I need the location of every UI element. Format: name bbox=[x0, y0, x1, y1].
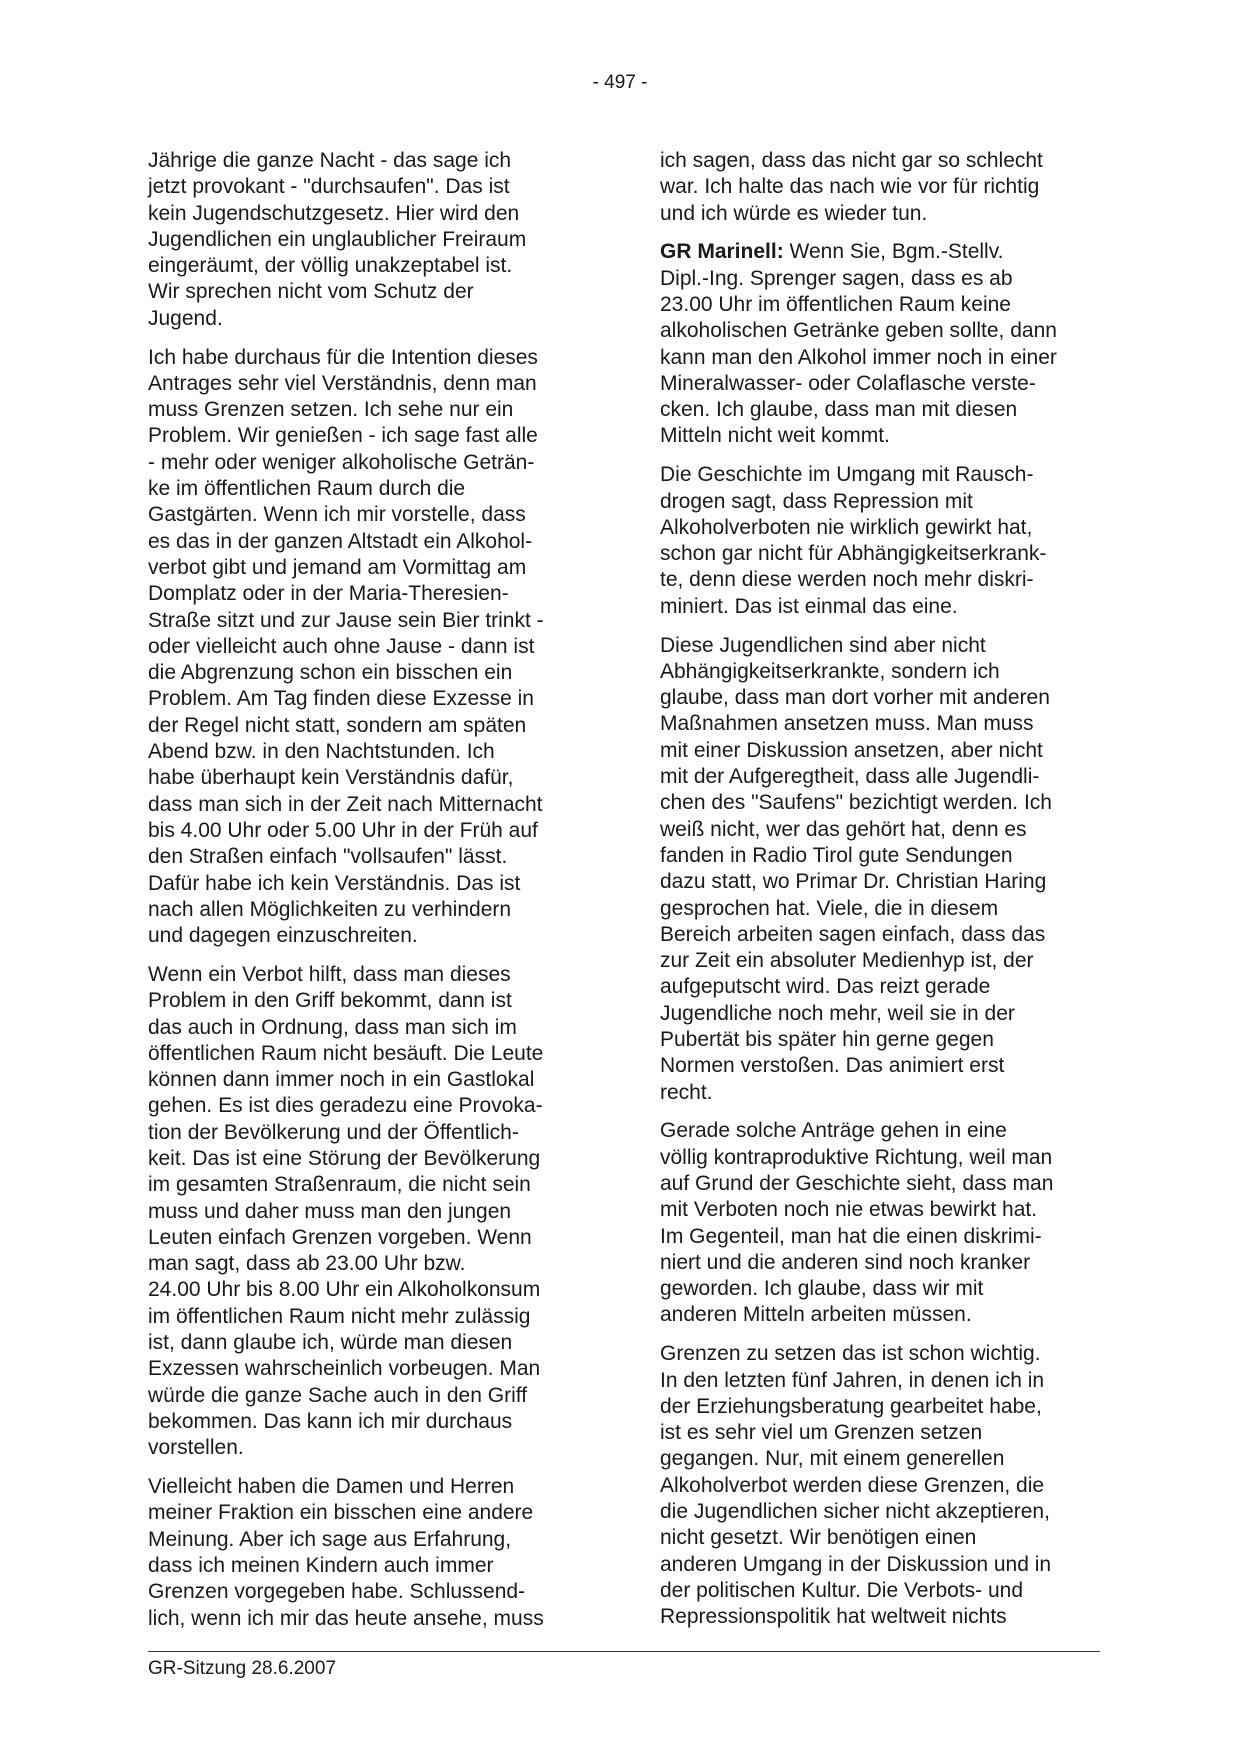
text-line: den Straßen einfach "vollsaufen" lässt. bbox=[148, 845, 508, 869]
text-line: Jugendlichen ein unglaublicher Freiraum bbox=[148, 227, 527, 251]
text-line: Alkoholverbot werden diese Grenzen, die bbox=[660, 1473, 1045, 1497]
text-line: recht. bbox=[660, 1080, 713, 1104]
text-line: der Regel nicht statt, sondern am späten bbox=[148, 713, 527, 737]
text-line: Maßnahmen ansetzen muss. Man muss bbox=[660, 712, 1034, 736]
text-line: können dann immer noch in ein Gastlokal bbox=[148, 1068, 535, 1092]
text-line: im gesamten Straßenraum, die nicht sein bbox=[148, 1173, 531, 1197]
paragraph bbox=[148, 1474, 588, 1632]
text-line: Problem. Wir genießen - ich sage fast alle bbox=[148, 424, 538, 448]
text-line: der Erziehungsberatung gearbeitet habe, bbox=[660, 1394, 1042, 1418]
text-line: fanden in Radio Tirol gute Sendungen bbox=[660, 843, 1013, 867]
paragraph bbox=[660, 633, 1100, 1106]
text-line: dass man sich in der Zeit nach Mitternacht bbox=[148, 792, 543, 816]
text-line: Bereich arbeiten sagen einfach, dass das bbox=[660, 922, 1046, 946]
text-line: drogen sagt, dass Repression mit bbox=[660, 489, 973, 513]
text-line: dazu statt, wo Primar Dr. Christian Haring bbox=[660, 870, 1047, 894]
text-line: 23.00 Uhr im öffentlichen Raum keine bbox=[660, 292, 1011, 316]
text-line: muss Grenzen setzen. Ich sehe nur ein bbox=[148, 398, 514, 422]
text-line: Dipl.-Ing. Sprenger sagen, dass es ab bbox=[660, 266, 1013, 290]
text-line: die Jugendlichen sicher nicht akzeptieren, bbox=[660, 1500, 1050, 1524]
right-column bbox=[660, 148, 1100, 1643]
text-line: Die Geschichte im Umgang mit Rausch- bbox=[660, 463, 1034, 487]
text-line: niert und die anderen sind noch kranker bbox=[660, 1250, 1031, 1274]
text-line: oder vielleicht auch ohne Jause - dann ist bbox=[148, 634, 535, 658]
text-line: ich sagen, dass das nicht gar so schlecht bbox=[660, 149, 1043, 172]
text-line: Domplatz oder in der Maria-Theresien- bbox=[148, 582, 509, 606]
text-line: gesprochen hat. Viele, die in diesem bbox=[660, 896, 999, 920]
text-line: Jugend. bbox=[148, 306, 223, 330]
text-line: aufgeputscht wird. Das reizt gerade bbox=[660, 975, 991, 999]
text-line: miniert. Das ist einmal das eine. bbox=[660, 594, 958, 618]
text-line: Meinung. Aber ich sage aus Erfahrung, bbox=[148, 1527, 512, 1551]
text-line: te, denn diese werden noch mehr diskri- bbox=[660, 568, 1034, 592]
text-line: - mehr oder weniger alkoholische Geträn- bbox=[148, 450, 535, 474]
text-line: Mineralwasser- oder Colaflasche verste- bbox=[660, 371, 1036, 395]
text-line: Gastgärten. Wenn ich mir vorstelle, dass bbox=[148, 503, 526, 527]
speaker-line-rest: Wenn Sie, Bgm.-Stellv. bbox=[783, 240, 1004, 264]
text-line: man sagt, dass ab 23.00 Uhr bzw. bbox=[148, 1252, 466, 1276]
text-line: der politischen Kultur. Die Verbots- und bbox=[660, 1578, 1024, 1602]
footer-divider bbox=[148, 1651, 1100, 1652]
text-line: Grenzen vorgegeben habe. Schlussend- bbox=[148, 1580, 526, 1604]
text-line: Vielleicht haben die Damen und Herren bbox=[148, 1475, 515, 1499]
text-line: Exzessen wahrscheinlich vorbeugen. Man bbox=[148, 1357, 541, 1381]
text-line: die Abgrenzung schon ein bisschen ein bbox=[148, 661, 513, 685]
text-line: glaube, dass man dort vorher mit anderen bbox=[660, 686, 1050, 710]
text-line: meiner Fraktion ein bisschen eine andere bbox=[148, 1501, 534, 1525]
paragraph bbox=[148, 962, 588, 1462]
paragraph bbox=[660, 148, 1100, 227]
text-line: tion der Bevölkerung und der Öffentlich- bbox=[148, 1120, 519, 1144]
text-line: gegangen. Nur, mit einem generellen bbox=[660, 1447, 1005, 1471]
text-line: Problem. Am Tag finden diese Exzesse in bbox=[148, 687, 534, 711]
text-line: anderen Umgang in der Diskussion und in bbox=[660, 1552, 1052, 1576]
text-line: und ich würde es wieder tun. bbox=[660, 201, 928, 225]
text-line: gehen. Es ist dies geradezu eine Provoka- bbox=[148, 1094, 543, 1118]
text-line: ist, dann glaube ich, würde man diesen bbox=[148, 1331, 513, 1355]
text-line: auf Grund der Geschichte sieht, dass man bbox=[660, 1171, 1054, 1195]
text-line: vorstellen. bbox=[148, 1436, 244, 1460]
page-number: - 497 - bbox=[592, 72, 648, 93]
text-line: mit einer Diskussion ansetzen, aber nicht bbox=[660, 738, 1043, 762]
text-line: 24.00 Uhr bis 8.00 Uhr ein Alkoholkonsum bbox=[148, 1278, 541, 1302]
text-line: ke im öffentlichen Raum durch die bbox=[148, 477, 466, 501]
text-line: Grenzen zu setzen das ist schon wichtig. bbox=[660, 1342, 1041, 1366]
text-line: bekommen. Das kann ich mir durchaus bbox=[148, 1409, 513, 1433]
text-line: Problem in den Griff bekommt, dann ist bbox=[148, 989, 512, 1013]
paragraph bbox=[660, 1118, 1100, 1328]
text-line: würde die ganze Sache auch in den Griff bbox=[148, 1383, 528, 1407]
text-line: Antrages sehr viel Verständnis, denn man bbox=[148, 371, 537, 395]
footer-session-label: GR-Sitzung 28.6.2007 bbox=[148, 1658, 337, 1679]
text-line: Abend bzw. in den Nachtstunden. Ich bbox=[148, 740, 495, 764]
text-line: öffentlichen Raum nicht besäuft. Die Leute bbox=[148, 1041, 544, 1065]
text-line: anderen Mitteln arbeiten müssen. bbox=[660, 1303, 972, 1327]
left-column bbox=[148, 148, 588, 1644]
text-line: jetzt provokant - "durchsaufen". Das ist bbox=[148, 175, 510, 199]
text-line: war. Ich halte das nach wie vor für richtig bbox=[660, 175, 1040, 199]
text-line: verbot gibt und jemand am Vormittag am bbox=[148, 555, 527, 579]
text-line: eingeräumt, der völlig unakzeptabel ist. bbox=[148, 254, 513, 278]
text-line: Leuten einfach Grenzen vorgeben. Wenn bbox=[148, 1225, 532, 1249]
text-line: habe überhaupt kein Verständnis dafür, bbox=[148, 766, 514, 790]
text-line: Normen verstoßen. Das animiert erst bbox=[660, 1054, 1005, 1078]
speaker-paragraph bbox=[660, 239, 1100, 449]
text-line: nach allen Möglichkeiten zu verhindern bbox=[148, 897, 512, 921]
text-line: Alkoholverboten nie wirklich gewirkt hat, bbox=[660, 515, 1033, 539]
text-line: Wir sprechen nicht vom Schutz der bbox=[148, 280, 474, 304]
text-line: alkoholischen Getränke geben sollte, dann bbox=[660, 319, 1057, 343]
text-line: lich, wenn ich mir das heute ansehe, muss bbox=[148, 1606, 544, 1630]
text-line: Gerade solche Anträge gehen in eine bbox=[660, 1119, 1007, 1143]
text-line: zur Zeit ein absoluter Medienhyp ist, der bbox=[660, 949, 1034, 973]
text-line: dass ich meinen Kindern auch immer bbox=[148, 1553, 494, 1577]
speaker-name: GR Marinell: bbox=[660, 240, 784, 264]
text-line: Abhängigkeitserkrankte, sondern ich bbox=[660, 659, 1000, 683]
text-line: mit Verboten noch nie etwas bewirkt hat. bbox=[660, 1198, 1038, 1222]
text-line: und dagegen einzuschreiten. bbox=[148, 924, 418, 948]
text-line: geworden. Ich glaube, dass wir mit bbox=[660, 1277, 984, 1301]
paragraph bbox=[660, 462, 1100, 620]
text-line: weiß nicht, wer das gehört hat, denn es bbox=[660, 817, 1027, 841]
text-line: keit. Das ist eine Störung der Bevölkerung bbox=[148, 1146, 541, 1170]
text-line: kein Jugendschutzgesetz. Hier wird den bbox=[148, 201, 520, 225]
text-line: Wenn ein Verbot hilft, dass man dieses bbox=[148, 962, 511, 986]
text-line: Repressionspolitik hat weltweit nichts bbox=[660, 1605, 1007, 1629]
text-line: Ich habe durchaus für die Intention dieses bbox=[148, 345, 538, 369]
text-line: bis 4.00 Uhr oder 5.00 Uhr in der Früh auf bbox=[148, 818, 538, 842]
text-line bbox=[660, 239, 1100, 265]
text-line: kann man den Alkohol immer noch in einer bbox=[660, 345, 1057, 369]
text-line: Jährige die ganze Nacht - das sage ich bbox=[148, 149, 512, 172]
text-line: völlig kontraproduktive Richtung, weil man bbox=[660, 1145, 1053, 1169]
text-line: Dafür habe ich kein Verständnis. Das ist bbox=[148, 871, 521, 895]
text-line: Mitteln nicht weit kommt. bbox=[660, 424, 890, 448]
paragraph bbox=[148, 345, 588, 950]
text-line: Im Gegenteil, man hat die einen diskrimi- bbox=[660, 1224, 1042, 1248]
text-line: Straße sitzt und zur Jause sein Bier trinkt - bbox=[148, 608, 544, 632]
text-line: nicht gesetzt. Wir benötigen einen bbox=[660, 1526, 977, 1550]
text-line: das auch in Ordnung, dass man sich im bbox=[148, 1015, 517, 1039]
text-line: Jugendliche noch mehr, weil sie in der bbox=[660, 1001, 1015, 1025]
text-line: chen des "Saufens" bezichtigt werden. Ich bbox=[660, 791, 1052, 815]
text-line: muss und daher muss man den jungen bbox=[148, 1199, 512, 1223]
paragraph bbox=[660, 1341, 1100, 1630]
text-line: In den letzten fünf Jahren, in denen ich in bbox=[660, 1368, 1045, 1392]
text-line: ist es sehr viel um Grenzen setzen bbox=[660, 1421, 983, 1445]
text-line: es das in der ganzen Altstadt ein Alkohol- bbox=[148, 529, 533, 553]
text-line: Diese Jugendlichen sind aber nicht bbox=[660, 633, 986, 657]
text-line: mit der Aufgeregtheit, dass alle Jugendli- bbox=[660, 765, 1040, 789]
text-line: im öffentlichen Raum nicht mehr zulässig bbox=[148, 1304, 531, 1328]
text-line: Pubertät bis später hin gerne gegen bbox=[660, 1028, 994, 1051]
text-line: schon gar nicht für Abhängigkeitserkrank- bbox=[660, 542, 1047, 566]
paragraph bbox=[148, 148, 588, 332]
text-line: cken. Ich glaube, dass man mit diesen bbox=[660, 398, 1018, 422]
